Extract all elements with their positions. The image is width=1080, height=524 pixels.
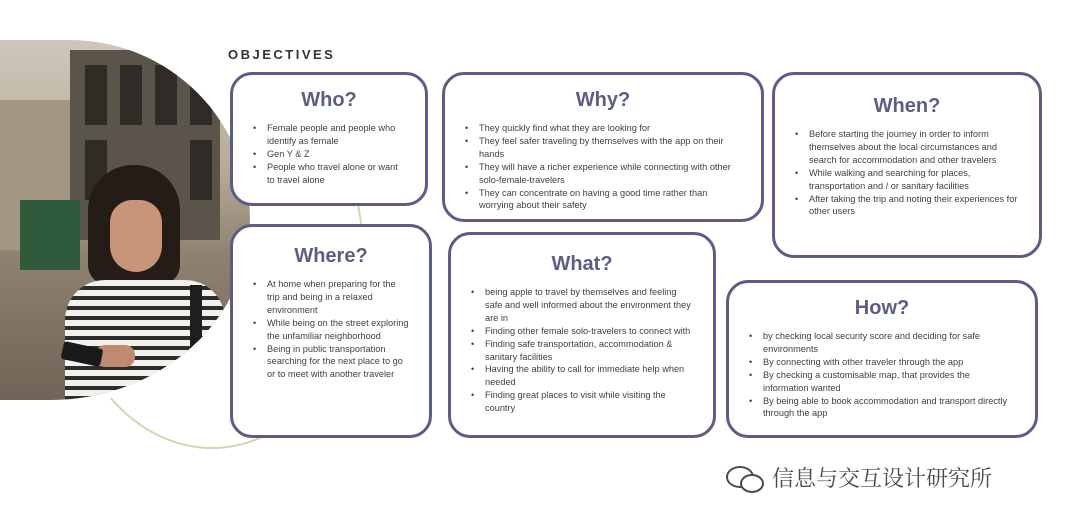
- card-list: [469, 286, 695, 415]
- watermark-text: 信息与交互设计研究所: [772, 467, 993, 492]
- list-item: • Female people and people who identify as female: [263, 122, 407, 148]
- list-item: • While being on the street exploring the unfamiliar neighborhood: [263, 317, 411, 343]
- card-title: Why?: [575, 89, 631, 111]
- card-who: [230, 72, 428, 206]
- card-list: [793, 128, 1021, 218]
- list-item: • Having the ability to call for immediate help when needed: [481, 363, 695, 389]
- card-when: [772, 72, 1042, 258]
- list-item: • They quickly find what they are looking for: [475, 122, 743, 135]
- hero-photo: [0, 40, 260, 410]
- list-item: • While walking and searching for places, transportation and / or sanitary facilities: [805, 167, 1021, 193]
- list-item: • They can concentrate on having a good time rather than worrying about their safety: [475, 187, 743, 213]
- watermark: [726, 462, 992, 493]
- list-item: • Being in public transportation searching for the next place to go or to meet with another traveler: [263, 343, 411, 382]
- list-item: • Finding safe transportation, accommodation & sanitary facilities: [481, 338, 695, 364]
- woman-with-phone-image: [0, 40, 250, 400]
- card-title: Who?: [301, 89, 357, 111]
- list-item: • By connecting with other traveler through the app: [759, 356, 1017, 369]
- card-how: [726, 280, 1038, 438]
- card-list: [463, 122, 743, 212]
- card-what: [448, 232, 716, 438]
- list-item: • By being able to book accommodation and transport directly through the app: [759, 395, 1017, 421]
- section-title: OBJECTIVES: [228, 47, 336, 62]
- list-item: • by checking local security score and deciding for safe environments: [759, 330, 1017, 356]
- card-title: What?: [551, 253, 613, 275]
- list-item: • After taking the trip and noting their experiences for other users: [805, 193, 1021, 219]
- card-list: [251, 278, 411, 381]
- card-where: [230, 224, 432, 438]
- list-item: • being apple to travel by themselves and feeling safe and well informed about the environment they are in: [481, 286, 695, 325]
- wechat-icon: [726, 464, 764, 492]
- list-item: • At home when preparing for the trip and being in a relaxed environment: [263, 278, 411, 317]
- card-list: [747, 330, 1017, 420]
- list-item: • They will have a richer experience while connecting with other solo-female-travelers: [475, 161, 743, 187]
- list-item: • By checking a customisable map, that provides the information wanted: [759, 369, 1017, 395]
- list-item: • Finding other female solo-travelers to connect with: [481, 325, 695, 338]
- card-why: [442, 72, 764, 222]
- card-list: [251, 122, 407, 187]
- list-item: • People who travel alone or want to travel alone: [263, 161, 407, 187]
- list-item: • They feel safer traveling by themselves with the app on their hands: [475, 135, 743, 161]
- list-item: • Finding great places to visit while visiting the country: [481, 389, 695, 415]
- list-item: • Gen Y & Z: [263, 148, 407, 161]
- card-title: When?: [873, 95, 941, 117]
- card-title: Where?: [294, 245, 368, 267]
- card-title: How?: [854, 297, 910, 319]
- list-item: • Before starting the journey in order to inform themselves about the local circumstances and search for accommodation and other travelers: [805, 128, 1021, 167]
